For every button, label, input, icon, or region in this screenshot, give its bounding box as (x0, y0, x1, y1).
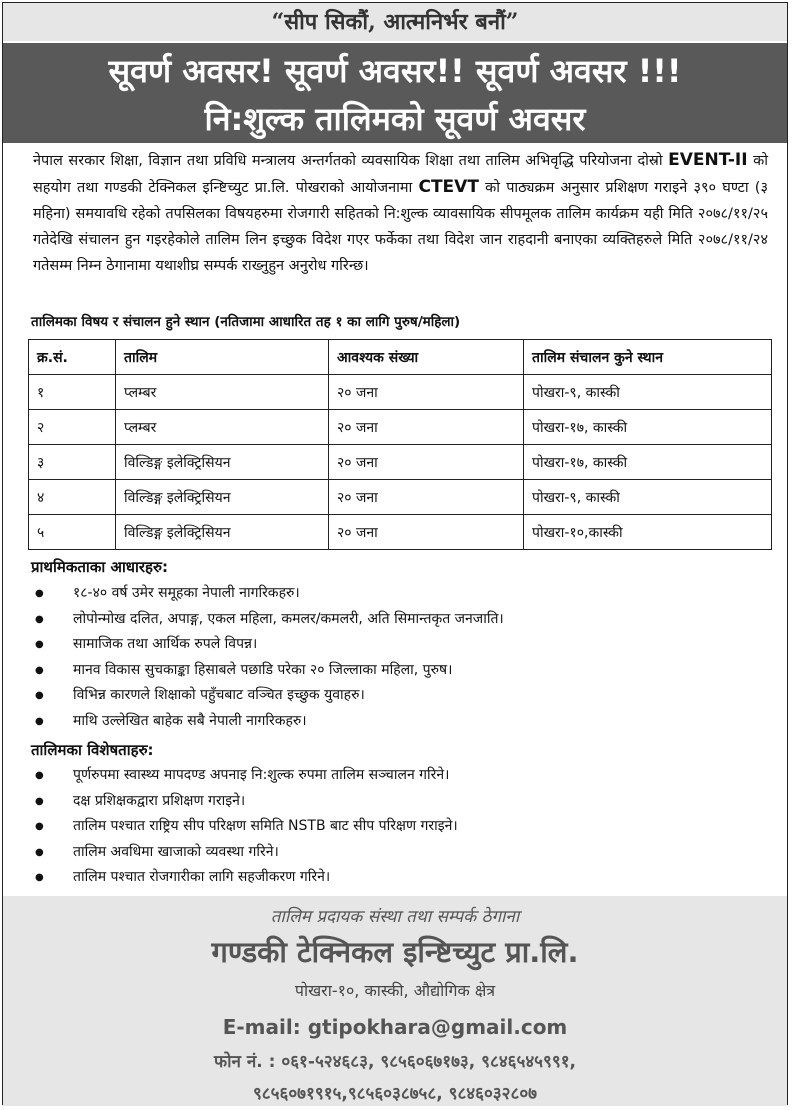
header-required-count: आवश्यक संख्या (329, 340, 524, 375)
table-row (29, 515, 772, 550)
contact-phone-line-2: ९८५६०७१९१५,९८५६०३८७५८, ९८४६०३२८०७ (252, 1084, 538, 1104)
cell-location: पोखरा-१७, कास्की (524, 410, 772, 445)
list-item: ● दक्ष प्रशिक्षकद्वारा प्रशिक्षण गराइने। (35, 789, 458, 815)
header-sn: क्र.सं. (29, 340, 116, 375)
cell-sn: ५ (29, 515, 116, 550)
cell-training: विल्डिङ्ग इलेक्ट्रिसियन (116, 515, 329, 550)
notice-page (2, 2, 788, 1105)
list-item: ● तालिम अवधिमा खाजाको व्यवस्था गरिने। (35, 840, 458, 866)
cell-training: प्लम्बर (116, 375, 329, 410)
list-item: ● लोपोन्मोख दलित, अपाङ्ग, एकल महिला, कमलर/कमलरी, अति सिमान्तकृत जनजाति। (35, 607, 504, 633)
cell-count: २० जना (329, 375, 524, 410)
cell-training: प्लम्बर (116, 410, 329, 445)
header-location: तालिम संचालन कुने स्थान (524, 340, 772, 375)
list-item: ● सामाजिक तथा आर्थिक रुपले विपन्न। (35, 632, 504, 658)
list-item: ● पूर्णरुपमा स्वास्थ्य मापदण्ड अपनाइ नि:शुल्क रुपमा तालिम सञ्चालन गरिने। (35, 763, 458, 789)
cell-location: पोखरा-९, कास्की (524, 375, 772, 410)
slogan: “सीप सिकौं, आत्मनिर्भर बनौं” (3, 3, 787, 41)
table-header-row (29, 340, 772, 375)
cell-count: २० जना (329, 410, 524, 445)
table-caption: तालिमका विषय र संचालन हुने स्थान (नतिजामा आधारित तह १ का लागि पुरुष/महिला) (31, 314, 461, 330)
table-row (29, 375, 772, 410)
organization-address: पोखरा-१०, कास्की, औद्योगिक क्षेत्र (294, 981, 496, 1000)
list-item: ● तालिम पश्चात रोजगारीका लागि सहजीकरण गरिने। (35, 865, 458, 891)
table-row (29, 445, 772, 480)
list-item: ● तालिम पश्चात राष्ट्रिय सीप परिक्षण समिति NSTB बाट सीप परिक्षण गराइने। (35, 814, 458, 840)
list-item: ● १८-४० वर्ष उमेर समूहका नेपाली नागरिकहरु। (35, 581, 504, 607)
list-item: ● मानव विकास सुचकाङ्का हिसाबले पछाडि परेका २० जिल्लाका महिला, पुरुष। (35, 658, 504, 684)
training-table (28, 339, 772, 550)
contact-phone-line-1: फोन नं. : ०६१-५२४६८३, ९८५६०६७१७३, ९८४६५४५९९१, (213, 1052, 577, 1072)
cell-count: २० जना (329, 445, 524, 480)
intro-paragraph (33, 147, 768, 279)
list-item: ● विभिन्न कारणले शिक्षाको पहुँचबाट वञ्चित इच्छुक युवाहरु। (35, 683, 504, 709)
intro-text-3: को पाठ्यक्रम अनुसार प्रशिक्षण गराइने ३९० घण्टा (३ महिना) समयावधि रहेको तपसिलका विषयहरुमा रोजगारी सहितको नि:शुल्क व्यावसायिक सीपमूलक तालिम कार्यक्रम यही मिति २०७८/११/२५ गतेदेखि संचालन हुन गइरहेकोले तालिम लिन इच्छुक विदेश गएर फर्केका तथा विदेश जान राहदानी बनाएका व्यक्तिहरुले मिति २०७८/११/२४ गतेसम्म निम्न ठेगानामा यथाशीघ्र सम्पर्क राख्नुहुन अनुरोध गरिन्छ। (33, 180, 768, 274)
table-row (29, 480, 772, 515)
headline-line-2: नि:शुल्क तालिमको सूवर्ण अवसर (204, 100, 586, 138)
headline-banner (3, 43, 787, 143)
cell-sn: २ (29, 410, 116, 445)
ctevt-label: CTEVT (418, 177, 479, 197)
cell-training: विल्डिङ्ग इलेक्ट्रिसियन (116, 445, 329, 480)
cell-count: २० जना (329, 515, 524, 550)
headline-line-1: सूवर्ण अवसर! सूवर्ण अवसर!! सूवर्ण अवसर !!! (108, 52, 682, 90)
cell-training: विल्डिङ्ग इलेक्ट्रिसियन (116, 480, 329, 515)
cell-sn: ४ (29, 480, 116, 515)
priority-title: प्राथमिकताका आधारहरु: (31, 558, 168, 576)
organization-name: गण्डकी टेक्निकल इन्ष्टिच्युट प्रा.लि. (211, 935, 579, 969)
cell-sn: १ (29, 375, 116, 410)
list-item: ● माथि उल्लेखित बाहेक सबै नेपाली नागरिकहरु। (35, 709, 504, 735)
cell-location: पोखरा-१०,कास्की (524, 515, 772, 550)
cell-count: २० जना (329, 480, 524, 515)
header-training: तालिम (116, 340, 329, 375)
event-label: EVENT-II (668, 150, 748, 170)
features-title: तालिमका विशेषताहरु: (31, 741, 154, 759)
contact-label: तालिम प्रदायक संस्था तथा सम्पर्क ठेगाना (270, 907, 520, 927)
table-row (29, 410, 772, 445)
intro-text-2: को सहयोग तथा गण्डकी टेक्निकल इन्ष्टिच्युट प्रा.लि. पोखराको आयोजनामा (33, 153, 769, 196)
contact-email: E-mail: gtipokhara@gmail.com (222, 1015, 568, 1039)
intro-text-1: नेपाल सरकार शिक्षा, विज्ञान तथा प्रविधि मन्त्रालय अन्तर्गतको व्यवसायिक शिक्षा तथा तालिम अभिवृद्धि परियोजना दोस्रो (33, 153, 663, 169)
priority-list (35, 581, 504, 734)
cell-sn: ३ (29, 445, 116, 480)
cell-location: पोखरा-९, कास्की (524, 480, 772, 515)
contact-footer (3, 896, 787, 1106)
features-list (35, 763, 458, 891)
cell-location: पोखरा-१७, कास्की (524, 445, 772, 480)
